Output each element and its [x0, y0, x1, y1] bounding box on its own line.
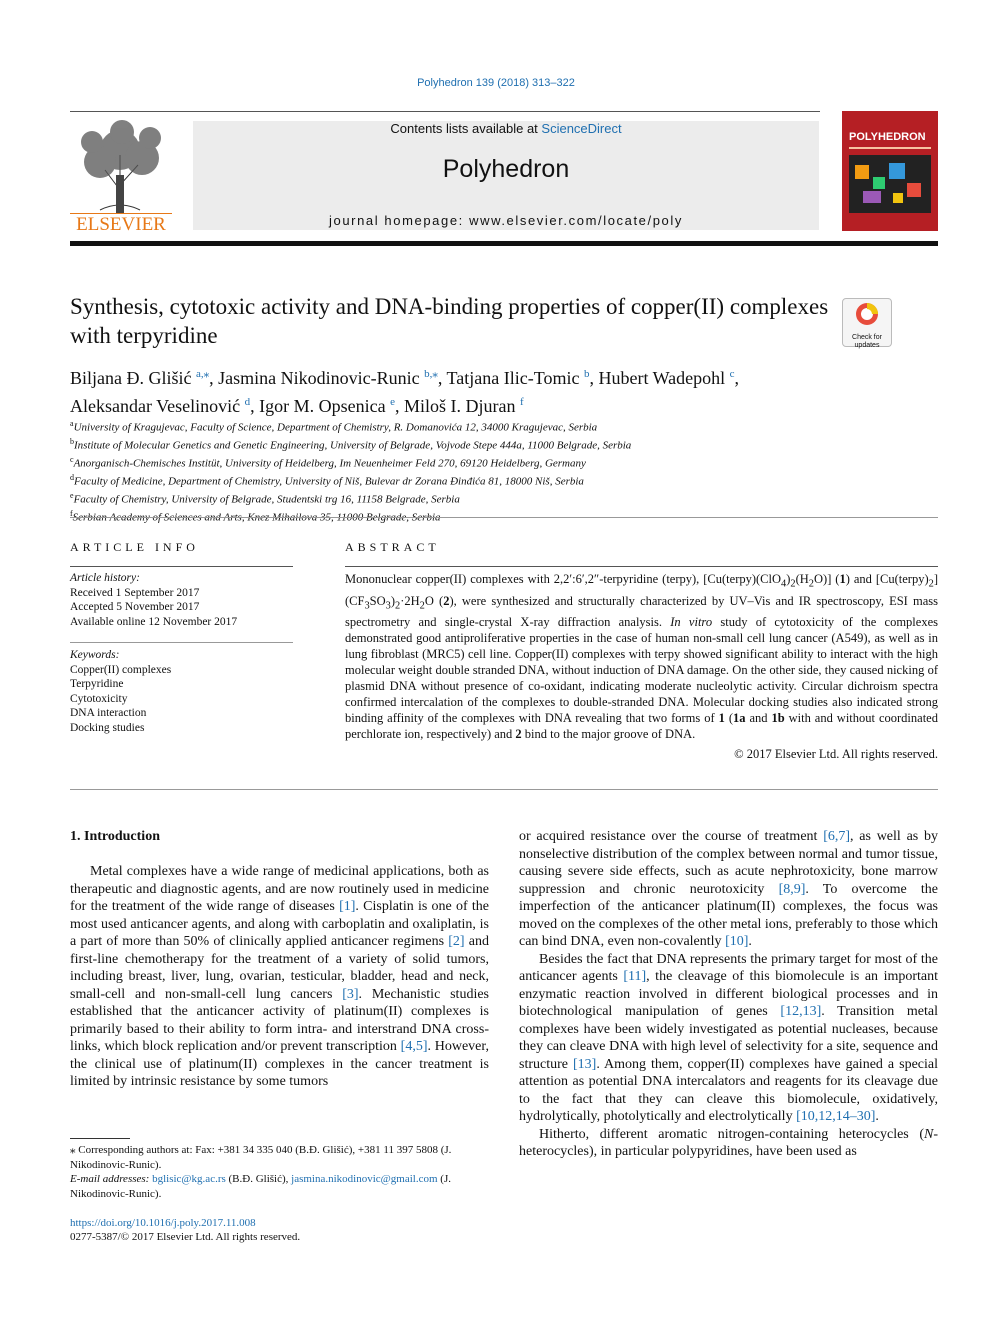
citation-link[interactable]: [12,13] [780, 1004, 822, 1019]
cover-image [849, 155, 931, 213]
affiliation: $^e$Faculty of Chemistry, University of Belgrade, Studentski trg 16, 11158 Belgrade, Serbia [70, 490, 460, 506]
badge-label: Check for updates [852, 334, 882, 349]
journal-reference[interactable]: Polyhedron 139 (2018) 313–322 [417, 77, 575, 89]
keywords-label: Keywords: [70, 649, 120, 661]
keyword: Terpyridine [70, 678, 124, 690]
journal-cover [842, 111, 938, 231]
author-name[interactable]: Igor M. Opsenica [259, 396, 386, 416]
author-name[interactable]: Aleksandar Veselinović [70, 396, 241, 416]
footnote-rule [70, 1138, 130, 1139]
sciencedirect-link[interactable]: ScienceDirect [541, 121, 622, 136]
body-paragraph: or acquired resistance over the course of treatment [6,7], as well as by nonselective distribution of the complex between normal and tumor tissue, causing severe side effects, such as acute nephrotoxicity, bone marrow suppression and chronic neurotoxicity [8,9]. To overcome the imperfection of the anticancer platinum(II) complexes, the focus was moved on the complexes of the other metal ions, preferably to those which can bind DNA, even non-covalently [10]. [519, 829, 938, 949]
body-paragraph: Metal complexes have a wide range of medicinal applications, both as therapeutic and diagnostic agents, and are now routinely used in medicine for the treatment of the wide range of diseases [1]. Cisplatin is one of the most used anticancer agents, and along with carboplatin and oxaliplatin, is a part of more than 50% of clinically applied anticancer regimens [2] and first-line chemotherapy for the treatment of a variety of solid tumors, including breast, liver, lung, ovarian, testicular, bladder, head and neck, small-cell and non-small-cell lung cancers [3]. Mechanistic studies established that the anticancer activity of platinum(II) complexes is primarily based to their ability to form intra- and interstrand DNA cross-links, which block replication and/or prevent transcription [4,5]. However, the clinical use of platinum(II) complexes in the cancer treatment is limited by intrinsic resistance by some tumors [70, 864, 489, 1089]
footnotes [70, 1143, 489, 1201]
contents-line: Contents lists available at ScienceDirect [390, 121, 622, 136]
journal-title: Polyhedron [442, 155, 570, 183]
accepted-date: Accepted 5 November 2017 [70, 601, 200, 613]
history-label: Article history: [70, 572, 140, 584]
citation-link[interactable]: [4,5] [400, 1039, 428, 1054]
affiliation: $^c$Anorganisch-Chemisches Institüt, University of Heidelberg, Im Neuenheimer Feld 270, 69120 Heidelberg, Germany [70, 454, 586, 470]
author-name[interactable]: Jasmina Nikodinovic-Runic [218, 368, 420, 388]
cover-title: POLYHEDRON [849, 131, 926, 143]
abstract-heading: ABSTRACT [345, 540, 440, 554]
keyword: Docking studies [70, 721, 145, 734]
citation-link[interactable]: [1] [339, 899, 356, 914]
body-column-right [519, 828, 938, 1161]
body-paragraph: Besides the fact that DNA represents the primary target for most of the anticancer agents [11], the cleavage of this biomolecule is an important enzymatic reaction involved in different biological processes and in biotechnological manipulation of genes [12,13]. Transition metal complexes have been widely investigated as potential nucleases, because they can cleave DNA with high level of selectivity for a site, sequence and structure [13]. Among them, copper(II) complexes have gained a special attention as potential DNA intercalators and reagents for its cleavage due to the fact that they can cleave this biomolecule, oxidatively, hydrolytically, photolytically and electrolytically [10,12,14–30]. [519, 951, 939, 1124]
article-history [70, 571, 300, 629]
affiliation: $^b$Institute of Molecular Genetics and Genetic Engineering, University of Belgrade, Vojvode Stepe 444a, 11000 Belgrade, Serbia [70, 436, 632, 452]
citation-link[interactable]: [8,9] [778, 881, 806, 897]
svg-text:ELSEVIER: ELSEVIER [76, 214, 166, 232]
affiliation: $^f$Serbian Academy of Sciences and Arts, Knez Mihailova 35, 11000 Belgrade, Serbia [70, 508, 441, 524]
email-note: E-mail addresses: bglisic@kg.ac.rs (B.Đ. Glišić), jasmina.nikodinovic@gmail.com (J. Nikodinovic-Runic). [70, 1173, 451, 1200]
elsevier-logo [70, 120, 172, 232]
keyword: Copper(II) complexes [70, 663, 172, 676]
body-paragraph: Hitherto, different aromatic nitrogen-containing heterocycles (N-heterocycles), in particular polypyridines, have been used as [519, 1126, 938, 1159]
info-rule [70, 566, 293, 567]
author-affiliation-marker[interactable]: c [729, 368, 735, 380]
author-affiliation-marker[interactable]: f [519, 396, 524, 408]
affiliation-list [70, 417, 930, 525]
author-affiliation-marker[interactable]: a,⁎ [195, 368, 210, 380]
affiliation: $^d$Faculty of Medicine, Department of Chemistry, University of Niš, Bulevar dr Zorana Đinđića 81, 18000 Niš, Serbia [70, 472, 584, 488]
keyword: DNA interaction [70, 707, 147, 719]
corresponding-author-note: ⁎ Corresponding authors at: Fax: +381 34 335 040 (B.Đ. Glišić), +381 11 397 5808 (J. Nikodinovic-Runic). [70, 1144, 452, 1171]
article-info-heading: ARTICLE INFO [70, 540, 199, 554]
abstract-text: Mononuclear copper(II) complexes with 2,2′:6′,2″-terpyridine (terpy), $[Cu(terpy)(ClO_4)_2(H_2O)]$ (1) and $[Cu(terpy)_2](CF_3SO_3)_2\cdot 2H_2O$ (2), were synthesized and structurally characterized by UV–Vis and IR spectroscopy, ESI mass spectrometry and single-crystal X-ray diffraction analysis. In vitro study of cytotoxicity of the complexes demonstrated good antiproliferative properties in the case of human non-small cell lung cancer (A549), as well as in lung fibroblast (MRC5) cell line. Copper(II) complexes with terpy showed significant ability to interact with the high molecular weight double stranded DNA, without induction of DNA damage. On the other side, they caused nicking of plasmid DNA without presence of co-oxidant, indicating moderate nucleolytic activity. Circular dichroism spectra confirmed intercalation of the complexes to double-stranded DNA. Molecular docking studies also indicated strong binding affinity of the complexes with DNA revealing that two forms of 1 (1a and 1b with and without coordinated perchlorate ion, respectively) and 2 bind to the major groove of DNA. [345, 572, 938, 741]
author-list: Biljana Đ. Glišić $^{a,⁎}$, Jasmina Nikodinovic-Runic $^{b,⁎}$, Tatjana Ilic-Tomic $^b$, Hubert Wadepohl $^c$, Aleksandar Veselinović $^d$, Igor M. Opsenica $^e$, Miloš I. Djuran $^f$ [70, 368, 740, 416]
author-affiliation-marker[interactable]: b,⁎ [424, 368, 438, 380]
keyword-list [70, 648, 300, 735]
article-title: Synthesis, cytotoxic activity and DNA-binding properties of copper(II) complexes with terpyridine [70, 294, 829, 348]
citation-link[interactable]: [10] [725, 934, 749, 949]
citation-link[interactable]: [13] [572, 1056, 597, 1072]
abstract-rule [345, 566, 938, 567]
body-column-left [70, 863, 489, 1091]
author-affiliation-marker[interactable]: b [583, 368, 590, 380]
issn-copyright: 0277-5387/© 2017 Elsevier Ltd. All rights reserved. [70, 1231, 301, 1243]
citation-link[interactable]: [6,7] [823, 829, 851, 844]
online-date: Available online 12 November 2017 [70, 615, 238, 628]
header-rule [70, 111, 820, 112]
check-updates-icon [843, 299, 891, 329]
header-thick-rule [70, 241, 938, 246]
author-name[interactable]: Tatjana Ilic-Tomic [446, 368, 580, 388]
email-link[interactable]: jasmina.nikodinovic@gmail.com [291, 1173, 438, 1185]
check-for-updates-badge[interactable] [842, 298, 892, 347]
author-affiliation-marker[interactable]: d [244, 396, 251, 408]
citation-link[interactable]: [2] [448, 934, 465, 949]
journal-header-panel [193, 121, 819, 230]
received-date: Received 1 September 2017 [70, 586, 200, 599]
section-rule [70, 789, 938, 790]
citation-link[interactable]: [11] [623, 969, 647, 984]
elsevier-tree-icon [70, 120, 172, 232]
author-name[interactable]: Hubert Wadepohl [598, 368, 726, 388]
doi-link[interactable]: https://doi.org/10.1016/j.poly.2017.11.008 [70, 1217, 256, 1229]
journal-homepage[interactable]: journal homepage: www.elsevier.com/locate/poly [329, 213, 683, 228]
abstract-copyright: © 2017 Elsevier Ltd. All rights reserved. [734, 747, 938, 761]
email-link[interactable]: bglisic@kg.ac.rs [152, 1173, 226, 1185]
affiliation: $^a$University of Kragujevac, Faculty of Science, Department of Chemistry, R. Domanovića 12, 34000 Kragujevac, Serbia [70, 419, 598, 434]
keyword: Cytotoxicity [70, 692, 128, 705]
citation-link[interactable]: [10,12,14–30] [796, 1109, 876, 1124]
author-name[interactable]: Biljana Đ. Glišić [70, 368, 192, 388]
author-name[interactable]: Miloš I. Djuran [403, 396, 516, 416]
info-rule [70, 642, 293, 643]
section-rule [70, 517, 938, 518]
introduction-heading: 1. Introduction [70, 829, 160, 844]
author-affiliation-marker[interactable]: e [390, 396, 395, 408]
citation-link[interactable]: [3] [342, 986, 359, 1002]
